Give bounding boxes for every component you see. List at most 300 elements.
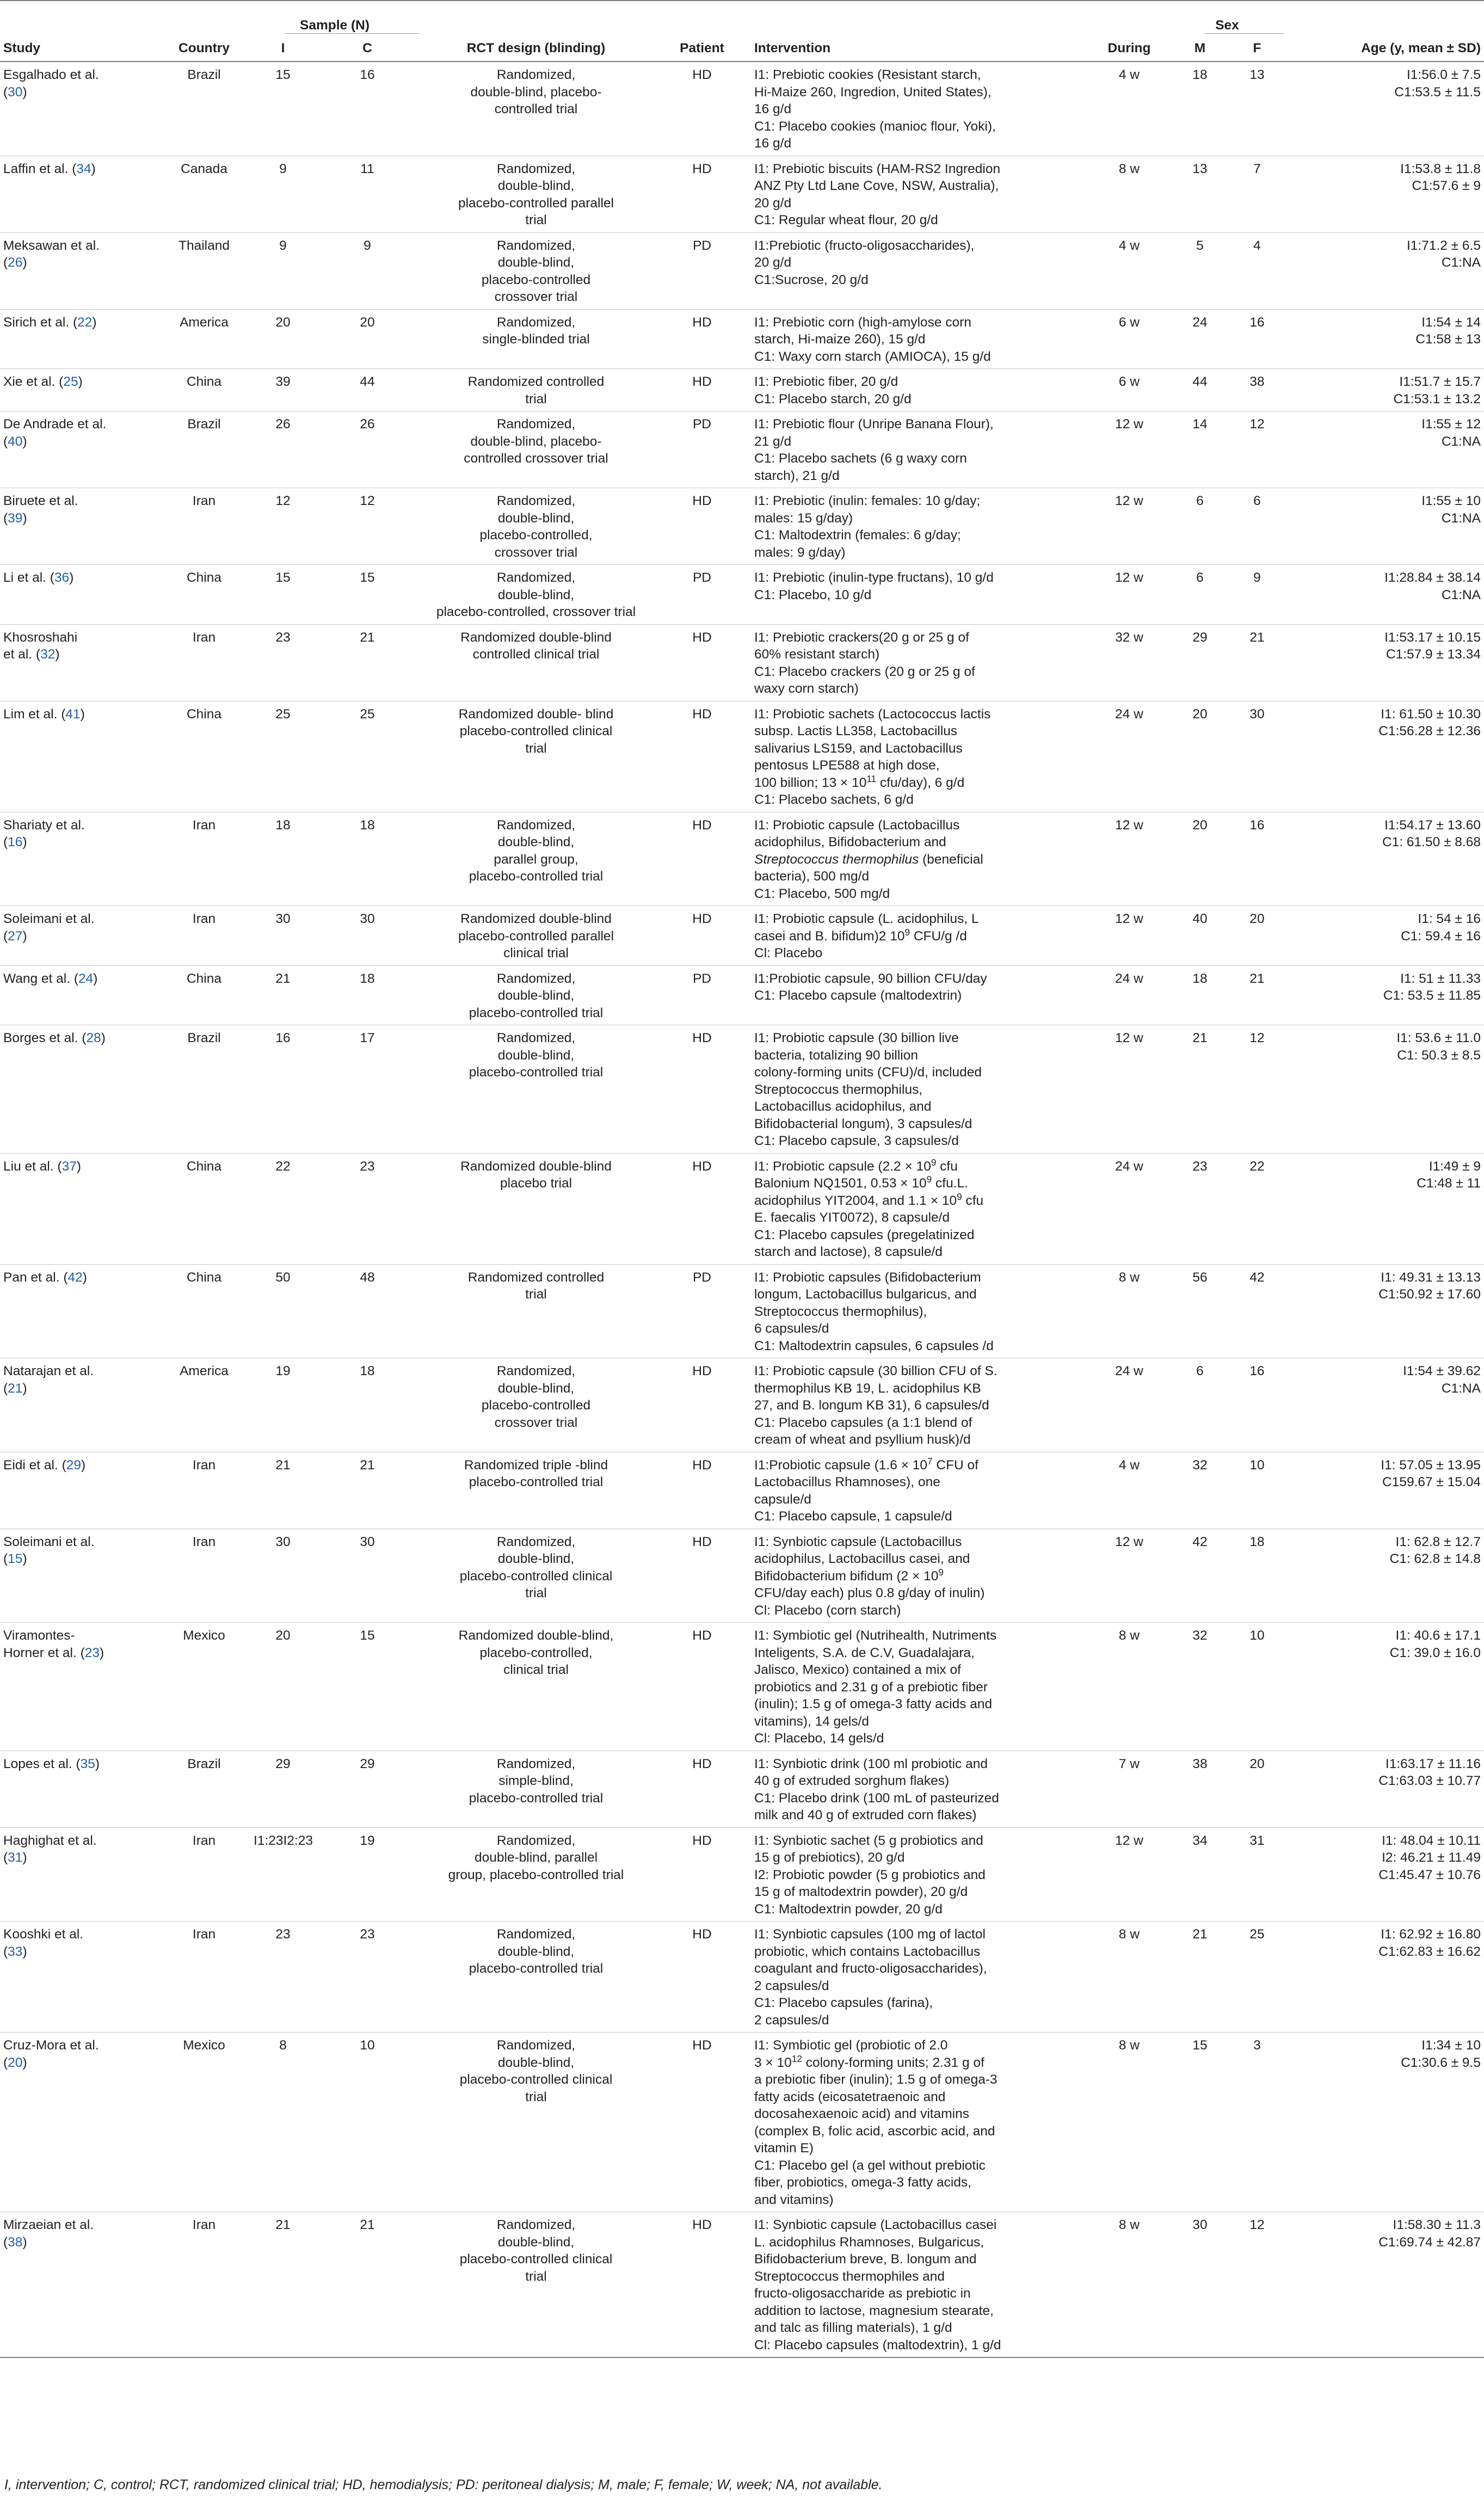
cell-sex-m: 44 [1170, 369, 1230, 411]
cell-sex-f: 21 [1230, 624, 1284, 701]
cell-sex-f: 18 [1230, 1529, 1284, 1623]
table-row [0, 1922, 1484, 2033]
cell-age: I1: 48.04 ± 10.11 I2: 46.21 ± 11.49 C1:45.47 ± 10.76 [1284, 1827, 1484, 1922]
cell-age: I1:54.17 ± 13.60 C1: 61.50 ± 8.68 [1284, 812, 1484, 906]
cell-sex-m: 38 [1170, 1751, 1230, 1827]
table-footnote: I, intervention; C, control; RCT, randomized clinical trial; HD, hemodialysis; PD: peritoneal dialysis; M, male; F, female; W, week; NA, not available. [4, 2477, 883, 2492]
citation-link[interactable]: 24 [78, 971, 94, 986]
cell-patient: PD [653, 411, 751, 488]
cell-sex-m: 6 [1170, 488, 1230, 565]
cell-rct-design: Randomized double-blind placebo-controlled parallel clinical trial [419, 906, 653, 966]
cell-country: China [158, 1264, 250, 1358]
cell-rct-design: Randomized triple -blind placebo-controlled trial [419, 1452, 653, 1529]
cell-study: Kooshki et al. (33) [0, 1922, 158, 2033]
cell-study: Natarajan et al. (21) [0, 1358, 158, 1452]
header-rct-design: RCT design (blinding) [419, 36, 653, 61]
cell-rct-design: Randomized, double-blind, placebo-controlled clinical trial [419, 2212, 653, 2358]
cell-age: I1:28.84 ± 38.14 C1:NA [1284, 565, 1484, 625]
cell-country: China [158, 369, 250, 411]
cell-sex-m: 42 [1170, 1529, 1230, 1623]
table-row [0, 1025, 1484, 1154]
cell-sample-c: 15 [316, 1623, 419, 1751]
cell-sex-f: 10 [1230, 1452, 1284, 1529]
cell-intervention: I1: Synbiotic drink (100 ml probiotic and 40 g of extruded sorghum flakes) C1: Placebo drink (100 mL of pasteurized milk and 40 g of extruded corn flakes) [751, 1751, 1088, 1827]
header-sample-c: C [316, 36, 419, 61]
cell-patient: HD [653, 61, 751, 156]
cell-sample-i: 22 [250, 1153, 316, 1264]
cell-study: Laffin et al. (34) [0, 156, 158, 232]
citation-link[interactable]: 15 [8, 1551, 23, 1566]
cell-intervention: I1: Probiotic capsule (30 billion live bacteria, totalizing 90 billion colony-forming units (CFU)/d, included Streptococcus thermophilus, Lactobacillus acidophilus, and Bifidobacterial longum), 3 capsules/d C1: Placebo capsule, 3 capsules/d [751, 1025, 1088, 1154]
citation-link[interactable]: 35 [80, 1756, 95, 1771]
cell-age: I1:63.17 ± 11.16 C1:63.03 ± 10.77 [1284, 1751, 1484, 1827]
cell-intervention: I1: Probiotic sachets (Lactococcus lactis subsp. Lactis LL358, Lactobacillus salivarius LS159, and Lactobacillus pentosus LPE588 at high dose, 100 billion; $13 \times 10^{11}$ cfu/day), 6 g/d C1: Placebo sachets, 6 g/d [751, 701, 1088, 812]
cell-study: Pan et al. (42) [0, 1264, 158, 1358]
table-row [0, 1529, 1484, 1623]
cell-intervention: I1: Prebiotic cookies (Resistant starch, Hi-Maize 260, Ingredion, United States), 16 g/d C1: Placebo cookies (manioc flour, Yoki), 16 g/d [751, 61, 1088, 156]
cell-sample-i: 23 [250, 1922, 316, 2033]
cell-patient: HD [653, 1153, 751, 1264]
cell-sex-m: 23 [1170, 1153, 1230, 1264]
cell-rct-design: Randomized, simple-blind, placebo-controlled trial [419, 1751, 653, 1827]
table-row [0, 565, 1484, 625]
cell-sample-c: 44 [316, 369, 419, 411]
cell-sample-c: 21 [316, 2212, 419, 2358]
cell-during: 12 w [1088, 1025, 1170, 1154]
table-row [0, 488, 1484, 565]
citation-link[interactable]: 27 [8, 928, 23, 944]
cell-sex-m: 21 [1170, 1922, 1230, 2033]
cell-sample-i: 20 [250, 309, 316, 369]
cell-intervention: I1: Symbiotic gel (probiotic of 2.0 $3 \times 10^{12}$ colony-forming units; 2.31 g of a prebiotic fiber (inulin); 1.5 g of omega-3 fatty acids (eicosatetraenoic and docosahexaenoic acid) and vitamins (complex B, folic acid, ascorbic acid, and vitamin E) C1: Placebo gel (a gel without prebiotic fiber, probiotics, omega-3 fatty acids, and vitamins) [751, 2033, 1088, 2212]
cell-sample-c: 23 [316, 1922, 419, 2033]
cell-sample-i: 30 [250, 906, 316, 966]
header-row-group [0, 1, 1484, 36]
cell-country: Canada [158, 156, 250, 232]
cell-study: Borges et al. (28) [0, 1025, 158, 1154]
cell-sex-f: 10 [1230, 1623, 1284, 1751]
cell-patient: HD [653, 906, 751, 966]
cell-during: 8 w [1088, 1264, 1170, 1358]
cell-rct-design: Randomized, double-blind, placebo-controlled crossover trial [419, 232, 653, 309]
cell-country: Iran [158, 1452, 250, 1529]
cell-rct-design: Randomized, single-blinded trial [419, 309, 653, 369]
cell-sex-f: 13 [1230, 61, 1284, 156]
cell-sample-c: 12 [316, 488, 419, 565]
citation-link[interactable]: 30 [8, 84, 23, 100]
table-row [0, 411, 1484, 488]
cell-sample-c: 9 [316, 232, 419, 309]
cell-sex-m: 32 [1170, 1452, 1230, 1529]
cell-country: Iran [158, 624, 250, 701]
cell-age: I1:71.2 ± 6.5 C1:NA [1284, 232, 1484, 309]
cell-sex-m: 6 [1170, 565, 1230, 625]
cell-age: I1: 57.05 ± 13.95 C159.67 ± 15.04 [1284, 1452, 1484, 1529]
table-row [0, 1623, 1484, 1751]
cell-patient: HD [653, 1358, 751, 1452]
cell-intervention: I1: Prebiotic corn (high-amylose corn starch, Hi-maize 260), 15 g/d C1: Waxy corn starch (AMIOCA), 15 g/d [751, 309, 1088, 369]
citation-link[interactable]: 33 [8, 1944, 23, 1959]
cell-patient: HD [653, 1025, 751, 1154]
cell-sex-f: 16 [1230, 309, 1284, 369]
citation-link[interactable]: 41 [65, 706, 81, 722]
table-row [0, 1264, 1484, 1358]
cell-during: 24 w [1088, 701, 1170, 812]
cell-rct-design: Randomized, double-blind, placebo-controlled clinical trial [419, 2033, 653, 2212]
cell-during: 32 w [1088, 624, 1170, 701]
cell-sex-f: 20 [1230, 906, 1284, 966]
cell-during: 8 w [1088, 1623, 1170, 1751]
cell-age: I1: 61.50 ± 10.30 C1:56.28 ± 12.36 [1284, 701, 1484, 812]
cell-patient: HD [653, 1623, 751, 1751]
cell-study: Meksawan et al. (26) [0, 232, 158, 309]
cell-sex-f: 9 [1230, 565, 1284, 625]
citation-link[interactable]: 32 [40, 647, 56, 662]
cell-sex-f: 38 [1230, 369, 1284, 411]
cell-patient: HD [653, 2212, 751, 2358]
cell-patient: HD [653, 701, 751, 812]
cell-sample-i: 16 [250, 1025, 316, 1154]
cell-sex-f: 6 [1230, 488, 1284, 565]
cell-study: Eidi et al. (29) [0, 1452, 158, 1529]
header-sex: Sex [1170, 1, 1284, 36]
cell-age: I1:53.8 ± 11.8 C1:57.6 ± 9 [1284, 156, 1484, 232]
cell-age: I1:55 ± 12 C1:NA [1284, 411, 1484, 488]
cell-country: Iran [158, 1529, 250, 1623]
cell-during: 4 w [1088, 61, 1170, 156]
cell-study: Khosroshahi et al. (32) [0, 624, 158, 701]
cell-sample-i: 21 [250, 965, 316, 1025]
cell-rct-design: Randomized, double-blind, placebo-controlled clinical trial [419, 1529, 653, 1623]
cell-rct-design: Randomized double-blind controlled clinical trial [419, 624, 653, 701]
header-sample-i: I [250, 36, 316, 61]
cell-intervention: I1: Probiotic capsule ($2.2 \times 10^9$ cfu Balonium NQ1501, $0.53 \times 10^9$ cfu.L. acidophilus YIT2004, and $1.1 \times 10^9$ cfu E. faecalis YIT0072), 8 capsule/d C1: Placebo capsules (pregelatinized starch and lactose), 8 capsule/d [751, 1153, 1088, 1264]
cell-intervention: I1: Probiotic capsule (L. acidophilus, L casei and B. bifidum)2 $10^9$ CFU/g /d Cl: Placebo [751, 906, 1088, 966]
cell-sample-i: I1:23I2:23 [250, 1827, 316, 1922]
citation-link[interactable]: 28 [86, 1031, 101, 1045]
cell-age: I1:54 ± 14 C1:58 ± 13 [1284, 309, 1484, 369]
cell-sex-m: 24 [1170, 309, 1230, 369]
cell-sample-i: 19 [250, 1358, 316, 1452]
header-age: Age (y, mean ± SD) [1284, 36, 1484, 61]
cell-intervention: I1: Synbiotic capsule (Lactobacillus acidophilus, Lactobacillus casei, and Bifidobacterium bifidum ($2 \times 10^9$ CFU/day each) plus 0.8 g/day of inulin) Cl: Placebo (corn starch) [751, 1529, 1088, 1623]
cell-sex-f: 22 [1230, 1153, 1284, 1264]
cell-age: I1: 53.6 ± 11.0 C1: 50.3 ± 8.5 [1284, 1025, 1484, 1154]
cell-sex-f: 21 [1230, 965, 1284, 1025]
table-row [0, 1153, 1484, 1264]
cell-age: I1:54 ± 39.62 C1:NA [1284, 1358, 1484, 1452]
table-row [0, 1827, 1484, 1922]
cell-country: China [158, 701, 250, 812]
cell-during: 12 w [1088, 906, 1170, 966]
cell-country: Iran [158, 1827, 250, 1922]
cell-intervention: I1: Prebiotic flour (Unripe Banana Flour), 21 g/d C1: Placebo sachets (6 g waxy corn starch), 21 g/d [751, 411, 1088, 488]
header-row [0, 36, 1484, 61]
cell-intervention: I1: Probiotic capsules (Bifidobacterium longum, Lactobacillus bulgaricus, and Streptococcus thermophilus), 6 capsules/d C1: Maltodextrin capsules, 6 capsules /d [751, 1264, 1088, 1358]
table-row [0, 156, 1484, 232]
cell-country: Iran [158, 488, 250, 565]
cell-sample-c: 23 [316, 1153, 419, 1264]
cell-age: I1:51.7 ± 15.7 C1:53.1 ± 13.2 [1284, 369, 1484, 411]
table-row [0, 309, 1484, 369]
cell-sex-m: 18 [1170, 61, 1230, 156]
cell-study: Xie et al. (25) [0, 369, 158, 411]
cell-sample-i: 39 [250, 369, 316, 411]
cell-sex-m: 20 [1170, 701, 1230, 812]
cell-age: I1: 40.6 ± 17.1 C1: 39.0 ± 16.0 [1284, 1623, 1484, 1751]
cell-rct-design: Randomized, double-blind, parallel group, placebo-controlled trial [419, 1827, 653, 1922]
cell-sex-m: 18 [1170, 965, 1230, 1025]
citation-link[interactable]: 25 [63, 374, 78, 389]
cell-patient: HD [653, 309, 751, 369]
table-row [0, 965, 1484, 1025]
cell-sample-c: 26 [316, 411, 419, 488]
cell-sex-f: 16 [1230, 812, 1284, 906]
cell-country: Iran [158, 812, 250, 906]
cell-rct-design: Randomized, double-blind, placebo-controlled trial [419, 965, 653, 1025]
table-row [0, 624, 1484, 701]
table-row [0, 701, 1484, 812]
cell-patient: PD [653, 232, 751, 309]
cell-age: I1:58.30 ± 11.3 C1:69.74 ± 42.87 [1284, 2212, 1484, 2358]
cell-patient: HD [653, 1452, 751, 1529]
cell-during: 12 w [1088, 565, 1170, 625]
cell-study: Liu et al. (37) [0, 1153, 158, 1264]
cell-sample-i: 18 [250, 812, 316, 906]
cell-study: Cruz-Mora et al. (20) [0, 2033, 158, 2212]
citation-link[interactable]: 22 [77, 315, 93, 330]
cell-country: America [158, 1358, 250, 1452]
cell-patient: PD [653, 1264, 751, 1358]
cell-age: I1:56.0 ± 7.5 C1:53.5 ± 11.5 [1284, 61, 1484, 156]
cell-sample-c: 19 [316, 1827, 419, 1922]
cell-intervention: I1: Prebiotic biscuits (HAM-RS2 Ingredion ANZ Pty Ltd Lane Cove, NSW, Australia), 20 g/d C1: Regular wheat flour, 20 g/d [751, 156, 1088, 232]
cell-country: Brazil [158, 1025, 250, 1154]
table-row [0, 369, 1484, 411]
cell-sex-f: 4 [1230, 232, 1284, 309]
citation-link[interactable]: 38 [8, 2234, 23, 2250]
cell-during: 6 w [1088, 369, 1170, 411]
cell-sample-c: 18 [316, 1358, 419, 1452]
cell-sex-f: 30 [1230, 701, 1284, 812]
cell-during: 4 w [1088, 1452, 1170, 1529]
cell-age: I1: 49.31 ± 13.13 C1:50.92 ± 17.60 [1284, 1264, 1484, 1358]
header-patient: Patient [653, 36, 751, 61]
cell-sample-c: 18 [316, 812, 419, 906]
cell-rct-design: Randomized, double-blind, placebo-controlled trial [419, 1922, 653, 2033]
cell-during: 7 w [1088, 1751, 1170, 1827]
cell-sample-c: 18 [316, 965, 419, 1025]
cell-during: 8 w [1088, 2033, 1170, 2212]
cell-rct-design: Randomized, double-blind, placebo-controlled, crossover trial [419, 565, 653, 625]
cell-sample-c: 21 [316, 1452, 419, 1529]
cell-during: 12 w [1088, 1827, 1170, 1922]
header-country: Country [158, 36, 250, 61]
cell-during: 24 w [1088, 1153, 1170, 1264]
citation-link[interactable]: 26 [8, 255, 23, 270]
cell-country: Iran [158, 906, 250, 966]
cell-sample-c: 48 [316, 1264, 419, 1358]
cell-during: 8 w [1088, 2212, 1170, 2358]
cell-rct-design: Randomized, double-blind, parallel group, placebo-controlled trial [419, 812, 653, 906]
cell-during: 12 w [1088, 411, 1170, 488]
cell-rct-design: Randomized, double-blind, placebo- controlled crossover trial [419, 411, 653, 488]
cell-rct-design: Randomized, double-blind, placebo- controlled trial [419, 61, 653, 156]
cell-patient: HD [653, 1529, 751, 1623]
cell-sample-i: 8 [250, 2033, 316, 2212]
cell-study: Mirzaeian et al. (38) [0, 2212, 158, 2358]
header-during: During [1088, 36, 1170, 61]
cell-study: Biruete et al. (39) [0, 488, 158, 565]
cell-intervention: I1: Prebiotic fiber, 20 g/d C1: Placebo starch, 20 g/d [751, 369, 1088, 411]
cell-sex-f: 7 [1230, 156, 1284, 232]
cell-patient: HD [653, 1751, 751, 1827]
cell-patient: HD [653, 488, 751, 565]
cell-study: Wang et al. (24) [0, 965, 158, 1025]
cell-rct-design: Randomized double- blind placebo-controlled clinical trial [419, 701, 653, 812]
cell-sample-i: 26 [250, 411, 316, 488]
cell-rct-design: Randomized double-blind placebo trial [419, 1153, 653, 1264]
table-row [0, 812, 1484, 906]
table-row [0, 1751, 1484, 1827]
cell-age: I1:55 ± 10 C1:NA [1284, 488, 1484, 565]
cell-during: 12 w [1088, 1529, 1170, 1623]
cell-age: I1: 54 ± 16 C1: 59.4 ± 16 [1284, 906, 1484, 966]
cell-patient: PD [653, 565, 751, 625]
citation-link[interactable]: 20 [8, 2055, 23, 2070]
citation-link[interactable]: 29 [66, 1457, 82, 1473]
cell-sample-c: 25 [316, 701, 419, 812]
citation-link[interactable]: 34 [76, 161, 91, 176]
cell-sample-c: 30 [316, 906, 419, 966]
citation-link[interactable]: 21 [8, 1381, 23, 1396]
cell-study: Lopes et al. (35) [0, 1751, 158, 1827]
table-row [0, 1452, 1484, 1529]
cell-sex-m: 32 [1170, 1623, 1230, 1751]
cell-sample-c: 11 [316, 156, 419, 232]
cell-patient: HD [653, 624, 751, 701]
cell-sample-i: 9 [250, 232, 316, 309]
citation-link[interactable]: 31 [8, 1850, 23, 1865]
citation-link[interactable]: 37 [61, 1159, 77, 1174]
cell-during: 8 w [1088, 156, 1170, 232]
cell-intervention: I1: Synbiotic capsules (100 mg of lactol probiotic, which contains Lactobacillus coagulant and fructo-oligosaccharides), 2 capsules/d C1: Placebo capsules (farina), 2 capsules/d [751, 1922, 1088, 2033]
cell-sex-m: 30 [1170, 2212, 1230, 2358]
cell-intervention: I1: Synbiotic capsule (Lactobacillus casei L. acidophilus Rhamnoses, Bulgaricus, Bifidobacterium breve, B. longum and Streptococcus thermophiles and fructo-oligosaccharide as prebiotic in addition to lactose, magnesium stearate, and talc as filling materials), 1 g/d Cl: Placebo capsules (maltodextrin), 1 g/d [751, 2212, 1088, 2358]
cell-sample-i: 30 [250, 1529, 316, 1623]
header-study: Study [0, 36, 158, 61]
cell-sex-f: 20 [1230, 1751, 1284, 1827]
cell-country: America [158, 309, 250, 369]
cell-during: 24 w [1088, 965, 1170, 1025]
cell-sex-m: 13 [1170, 156, 1230, 232]
cell-during: 24 w [1088, 1358, 1170, 1452]
cell-sex-m: 15 [1170, 2033, 1230, 2212]
cell-age: I1:53.17 ± 10.15 C1:57.9 ± 13.34 [1284, 624, 1484, 701]
header-sample: Sample (N) [250, 1, 419, 36]
cell-sex-f: 25 [1230, 1922, 1284, 2033]
cell-study: Esgalhado et al. (30) [0, 61, 158, 156]
cell-rct-design: Randomized controlled trial [419, 1264, 653, 1358]
cell-sex-f: 3 [1230, 2033, 1284, 2212]
cell-during: 8 w [1088, 1922, 1170, 2033]
cell-rct-design: Randomized, double-blind, placebo-controlled parallel trial [419, 156, 653, 232]
cell-country: China [158, 965, 250, 1025]
cell-sex-m: 5 [1170, 232, 1230, 309]
citation-link[interactable]: 36 [54, 570, 70, 585]
cell-sample-c: 15 [316, 565, 419, 625]
cell-sample-i: 25 [250, 701, 316, 812]
citation-link[interactable]: 16 [8, 835, 23, 849]
cell-sample-i: 20 [250, 1623, 316, 1751]
cell-sex-f: 42 [1230, 1264, 1284, 1358]
cell-study: De Andrade et al. (40) [0, 411, 158, 488]
citation-link[interactable]: 39 [8, 510, 23, 526]
cell-sample-i: 29 [250, 1751, 316, 1827]
cell-country: Iran [158, 2212, 250, 2358]
cell-intervention: I1: Probiotic capsule (30 billion CFU of S. thermophilus KB 19, L. acidophilus KB 27, and B. longum KB 31), 6 capsules/d C1: Placebo capsules (a 1:1 blend of cream of wheat and psyllium husk)/d [751, 1358, 1088, 1452]
cell-sex-m: 40 [1170, 906, 1230, 966]
cell-country: Brazil [158, 61, 250, 156]
cell-sample-i: 15 [250, 565, 316, 625]
cell-intervention: I1: Prebiotic (inulin: females: 10 g/day; males: 15 g/day) C1: Maltodextrin (females: 6 g/day; males: 9 g/day) [751, 488, 1088, 565]
cell-patient: HD [653, 1827, 751, 1922]
cell-rct-design: Randomized, double-blind, placebo-controlled, crossover trial [419, 488, 653, 565]
citation-link[interactable]: 40 [8, 434, 23, 449]
cell-sample-c: 17 [316, 1025, 419, 1154]
cell-sample-c: 21 [316, 624, 419, 701]
cell-sample-c: 10 [316, 2033, 419, 2212]
cell-sex-f: 31 [1230, 1827, 1284, 1922]
cell-study: Viramontes- Horner et al. (23) [0, 1623, 158, 1751]
cell-sample-i: 50 [250, 1264, 316, 1358]
cell-sex-m: 34 [1170, 1827, 1230, 1922]
table-row [0, 232, 1484, 309]
cell-intervention: I1:Prebiotic (fructo-oligosaccharides), 20 g/d C1:Sucrose, 20 g/d [751, 232, 1088, 309]
cell-intervention: I1: Synbiotic sachet (5 g probiotics and 15 g of prebiotics), 20 g/d I2: Probiotic powder (5 g probiotics and 15 g of maltodextrin powder), 20 g/d C1: Maltodextrin powder, 20 g/d [751, 1827, 1088, 1922]
cell-country: China [158, 1153, 250, 1264]
cell-study: Lim et al. (41) [0, 701, 158, 812]
cell-patient: PD [653, 965, 751, 1025]
cell-sample-c: 16 [316, 61, 419, 156]
cell-during: 12 w [1088, 488, 1170, 565]
cell-sample-i: 9 [250, 156, 316, 232]
cell-patient: HD [653, 156, 751, 232]
cell-sex-f: 12 [1230, 1025, 1284, 1154]
cell-sample-i: 12 [250, 488, 316, 565]
cell-sample-i: 23 [250, 624, 316, 701]
cell-study: Li et al. (36) [0, 565, 158, 625]
cell-study: Haghighat et al. (31) [0, 1827, 158, 1922]
cell-sex-m: 6 [1170, 1358, 1230, 1452]
table-row [0, 61, 1484, 156]
citation-link[interactable]: 23 [84, 1645, 100, 1660]
cell-rct-design: Randomized double-blind, placebo-controlled, clinical trial [419, 1623, 653, 1751]
cell-rct-design: Randomized, double-blind, placebo-controlled crossover trial [419, 1358, 653, 1452]
citation-link[interactable]: 42 [67, 1270, 83, 1285]
table-body [0, 61, 1484, 2357]
cell-sample-i: 21 [250, 2212, 316, 2358]
cell-sex-m: 29 [1170, 624, 1230, 701]
cell-sex-m: 21 [1170, 1025, 1230, 1154]
cell-intervention: I1:Probiotic capsule, 90 billion CFU/day C1: Placebo capsule (maltodextrin) [751, 965, 1088, 1025]
cell-patient: HD [653, 2033, 751, 2212]
cell-country: Brazil [158, 411, 250, 488]
cell-study: Shariaty et al. (16) [0, 812, 158, 906]
cell-intervention: I1: Prebiotic crackers(20 g or 25 g of 60% resistant starch) C1: Placebo crackers (20 g or 25 g of waxy corn starch) [751, 624, 1088, 701]
cell-country: Thailand [158, 232, 250, 309]
header-sex-m: M [1170, 36, 1230, 61]
